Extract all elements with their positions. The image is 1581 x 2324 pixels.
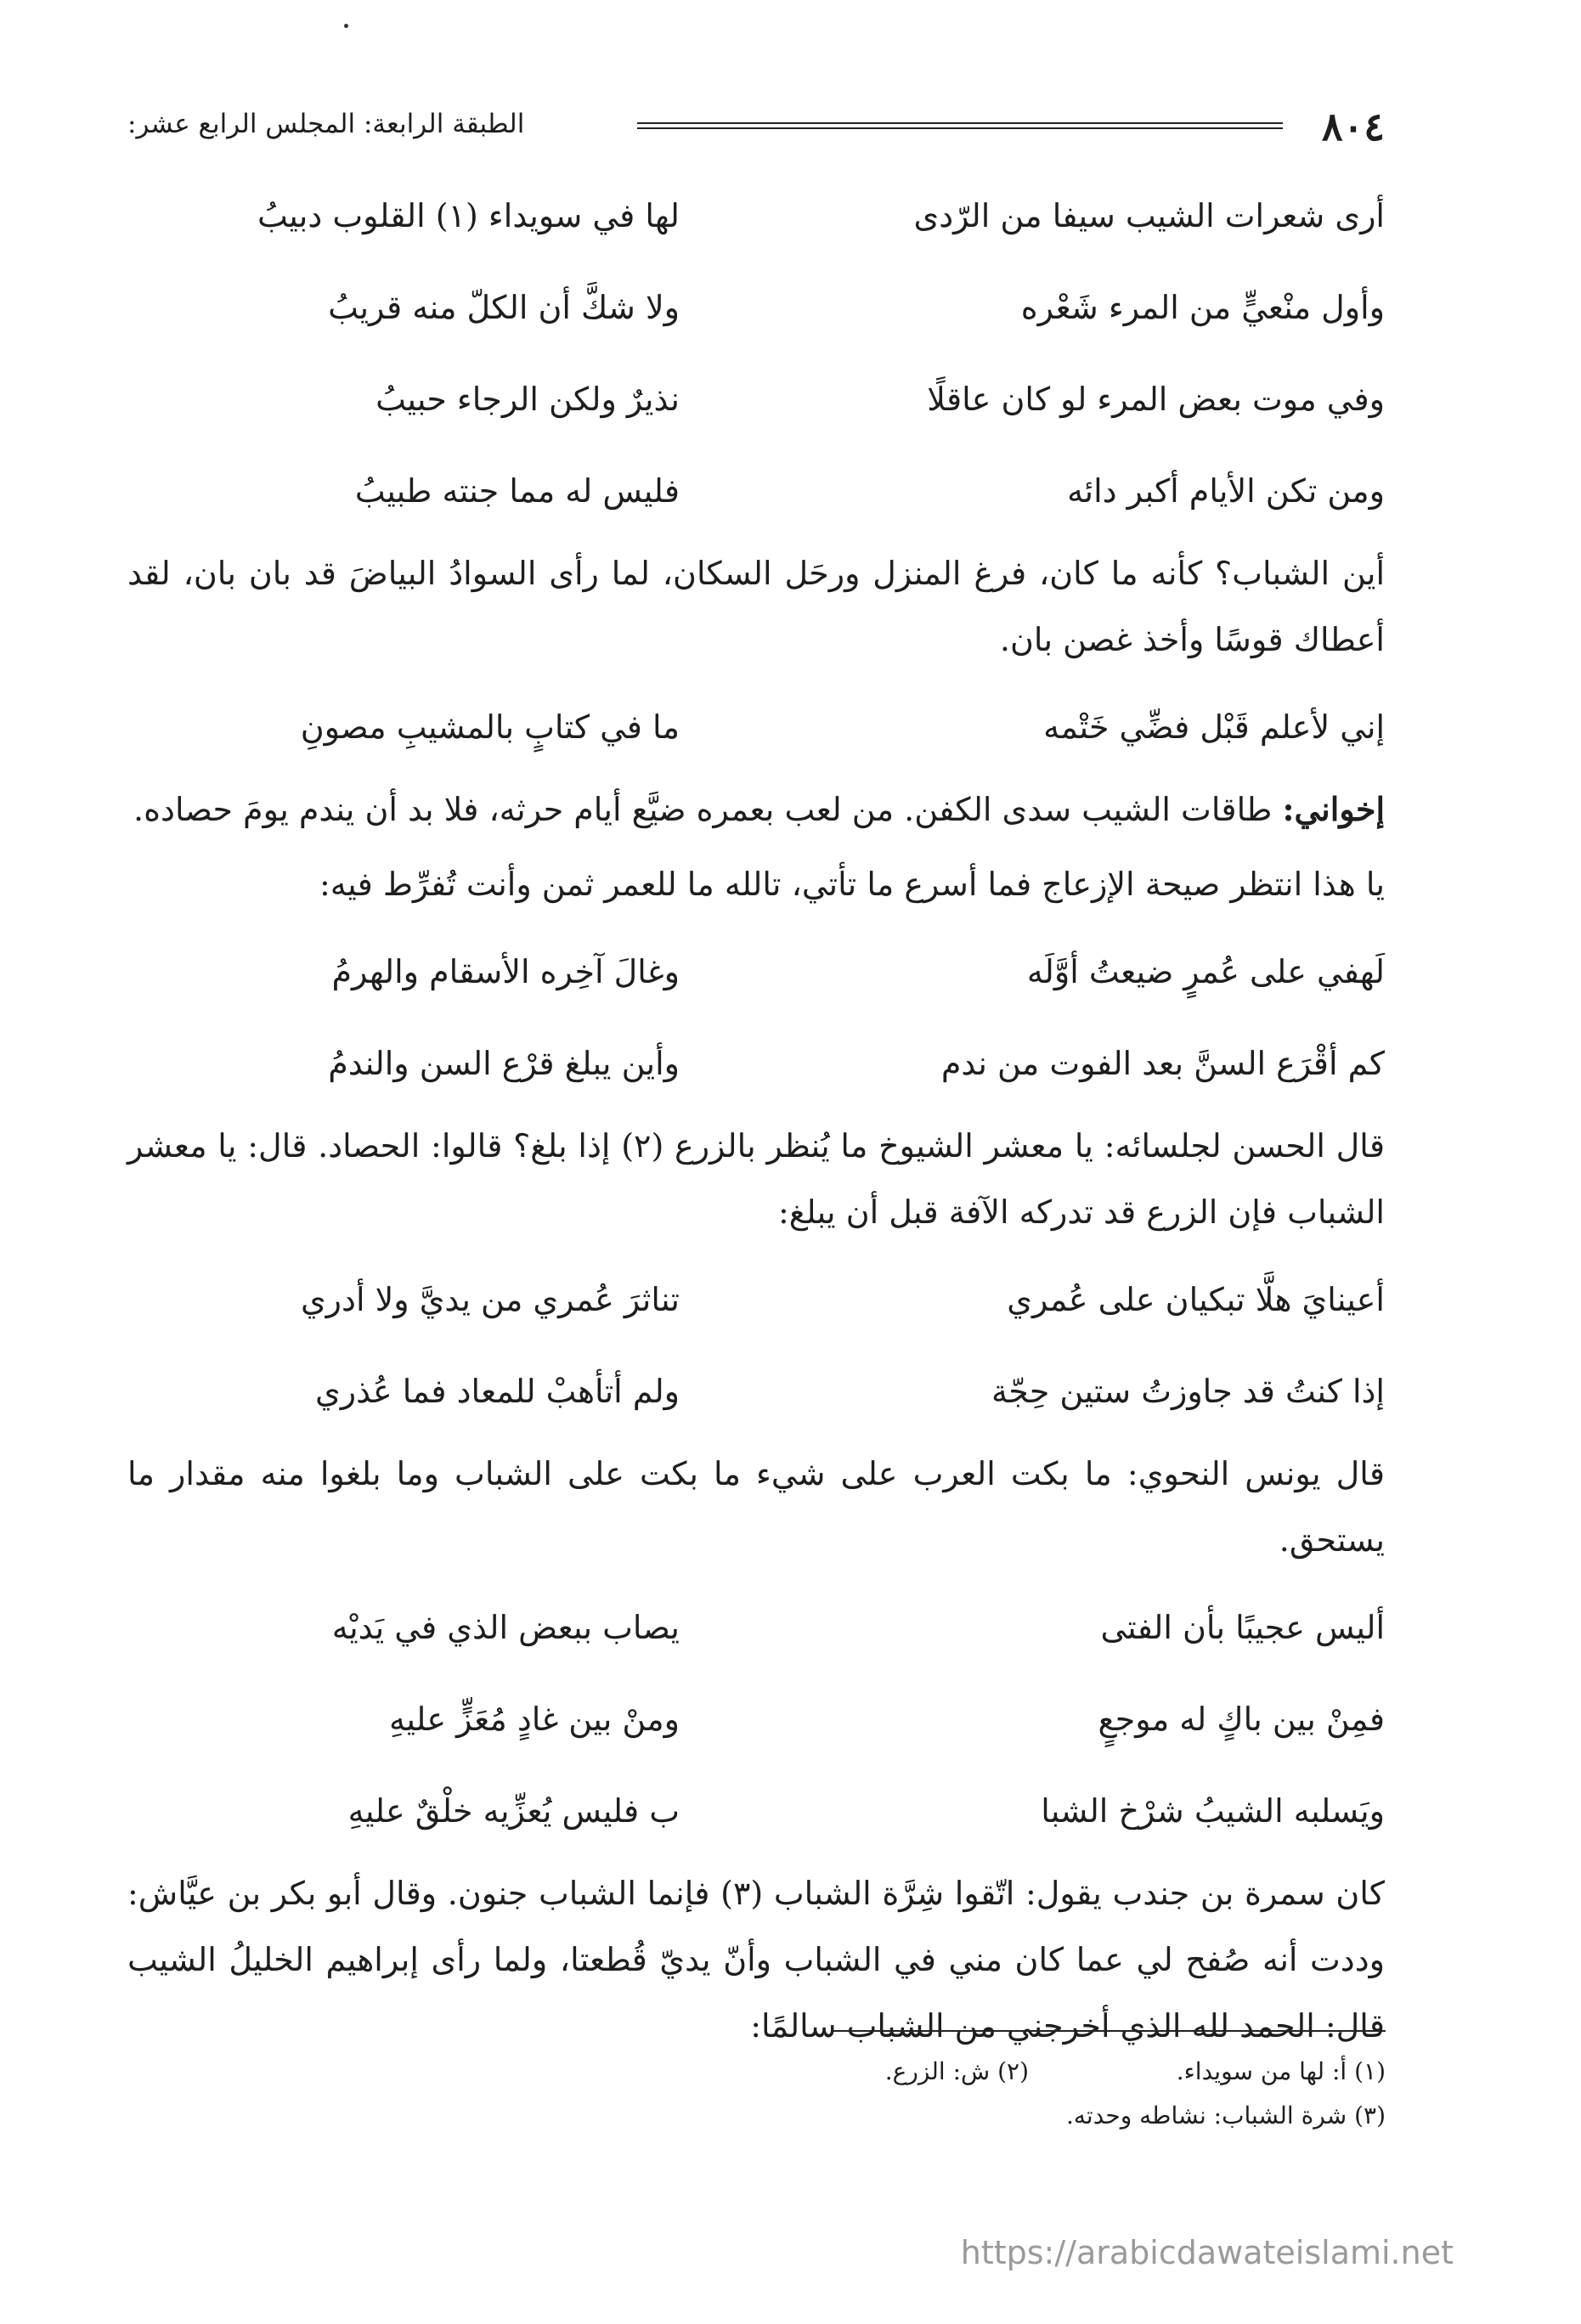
verse-second-hemistich: لها في سويداء (١) القلوب دبيبُ [257, 197, 680, 234]
verse-first-hemistich: لَهفي على عُمرٍ ضيعتُ أوَّلَه [1026, 953, 1385, 990]
verse-second-hemistich: ومنْ بين غادٍ مُعَزٍّ عليهِ [388, 1701, 680, 1738]
verse-second-hemistich: ولم أتأهبْ للمعاد فما عُذري [315, 1373, 680, 1410]
verse-line [127, 1018, 1385, 1109]
verse-line [127, 353, 1385, 445]
paragraph-text: قال الحسن لجلسائه: يا معشر الشيوخ ما يُنظر بالزرع (٢) إذا بلغ؟ قالوا: الحصاد. قال: يا معشر الشباب فإن الزرع قد تدركه الآفة قبل أن يبلغ: [127, 1127, 1385, 1231]
verse-second-hemistich: تناثرَ عُمري من يديَّ ولا أدري [300, 1281, 680, 1318]
verse-first-hemistich: إذا كنتُ قد جاوزتُ ستين حِجّة [991, 1373, 1385, 1410]
verse-line [127, 1582, 1385, 1673]
verse-line [127, 262, 1385, 353]
verse-second-hemistich: وأين يبلغ قرْع السن والندمُ [328, 1045, 680, 1082]
verse-first-hemistich: أعينايَ هلَّا تبكيان على عُمري [1007, 1281, 1385, 1318]
footnote-1: (١) أ: لها من سويداء. [1176, 2057, 1386, 2085]
paragraph-text: يا هذا انتظر صيحة الإزعاج فما أسرع ما تأتي، تالله ما للعمر ثمن وأنت تُفرِّط فيه: [319, 866, 1385, 903]
footnote-row-2 [1066, 2101, 1386, 2129]
verse-line [127, 926, 1385, 1018]
prose-paragraph [127, 776, 1385, 843]
page-body [127, 170, 1385, 2067]
verse-first-hemistich: وفي موت بعض المرء لو كان عاقلًا [927, 381, 1385, 418]
verse-first-hemistich: إني لأعلم قَبْل فضِّي خَتْمه [1043, 708, 1385, 746]
verse-first-hemistich: فمِنْ بين باكٍ له موجعٍ [1098, 1701, 1385, 1738]
prose-paragraph [127, 540, 1385, 673]
verse-first-hemistich: ومن تكن الأيام أكبر دائه [1067, 472, 1385, 510]
verse-second-hemistich: وغالَ آخِره الأسقام والهرمُ [331, 953, 680, 990]
verse-first-hemistich: أرى شعرات الشيب سيفا من الرّدى [913, 197, 1385, 234]
verse-line [127, 1345, 1385, 1437]
footnote-2: (٢) ش: الزرع. [884, 2057, 1029, 2085]
paragraph-text: كان سمرة بن جندب يقول: اتّقوا شِرَّة الشباب (٣) فإنما الشباب جنون. وقال أبو بكر بن عيَّاش: وددت أنه صُفح لي عما كان مني في الشباب وأنّ يديّ قُطعتا، ولما رأى إبراهيم الخليلُ الشيب قال: الحمد لله الذي أخرجني من الشباب سالمًا: [127, 1875, 1385, 2045]
prose-paragraph [127, 1441, 1385, 1573]
paragraph-lead: إخواني: [1282, 790, 1385, 828]
verse-line [127, 445, 1385, 537]
verse-first-hemistich: وأول منْعيٍّ من المرء شَعْره [1020, 289, 1385, 326]
verse-line [127, 1673, 1385, 1765]
paragraph-text: طاقات الشيب سدى الكفن. من لعب بعمره ضيَّع أيام حرثه، فلا بد أن يندم يومَ حصاده. [133, 791, 1283, 828]
verse-first-hemistich: كم أقْرَع السنَّ بعد الفوت من ندم [940, 1045, 1385, 1082]
page-header [127, 100, 1385, 151]
verse-second-hemistich: فليس له مما جنته طبيبُ [354, 472, 680, 510]
watermark-url: https://arabicdawateislami.net [960, 2234, 1454, 2271]
running-title: الطبقة الرابعة: المجلس الرابع عشر: [127, 109, 525, 139]
verse-second-hemistich: ولا شكَّ أن الكلّ منه قريبُ [328, 289, 680, 326]
verse-second-hemistich: ب فليس يُعزِّيه خلْقٌ عليهِ [347, 1792, 680, 1830]
prose-paragraph [127, 1860, 1385, 2059]
footnote-3: (٣) شرة الشباب: نشاطه وحدته. [1066, 2101, 1386, 2129]
page-number: ٨٠٤ [1321, 104, 1385, 149]
paragraph-text: أين الشباب؟ كأنه ما كان، فرغ المنزل ورحَل السكان، لما رأى السوادُ البياضَ قد بان بان، لقد أعطاك قوسًا وأخذ غصن بان. [127, 555, 1385, 658]
verse-line [127, 1765, 1385, 1857]
footnote-row-1 [885, 2057, 1386, 2085]
verse-line [127, 170, 1385, 262]
prose-paragraph [127, 1113, 1385, 1245]
verse-second-hemistich: ما في كتابٍ بالمشيبِ مصونِ [300, 708, 680, 746]
verse-second-hemistich: يصاب ببعض الذي في يَديْه [331, 1609, 680, 1646]
prose-paragraph [127, 851, 1385, 917]
paragraph-text: قال يونس النحوي: ما بكت العرب على شيء ما بكت على الشباب وما بلغوا منه مقدار ما يستحق. [127, 1455, 1385, 1559]
verse-first-hemistich: ويَسلبه الشيبُ شرْخ الشبا [1041, 1792, 1385, 1830]
verse-first-hemistich: أليس عجيبًا بأن الفتى [1100, 1609, 1385, 1646]
verse-line [127, 681, 1385, 773]
header-double-rule [637, 122, 1283, 129]
verse-line [127, 1254, 1385, 1345]
footnote-rule [833, 2030, 1386, 2032]
verse-second-hemistich: نذيرٌ ولكن الرجاء حبيبُ [375, 381, 680, 418]
ink-speck [344, 24, 348, 28]
